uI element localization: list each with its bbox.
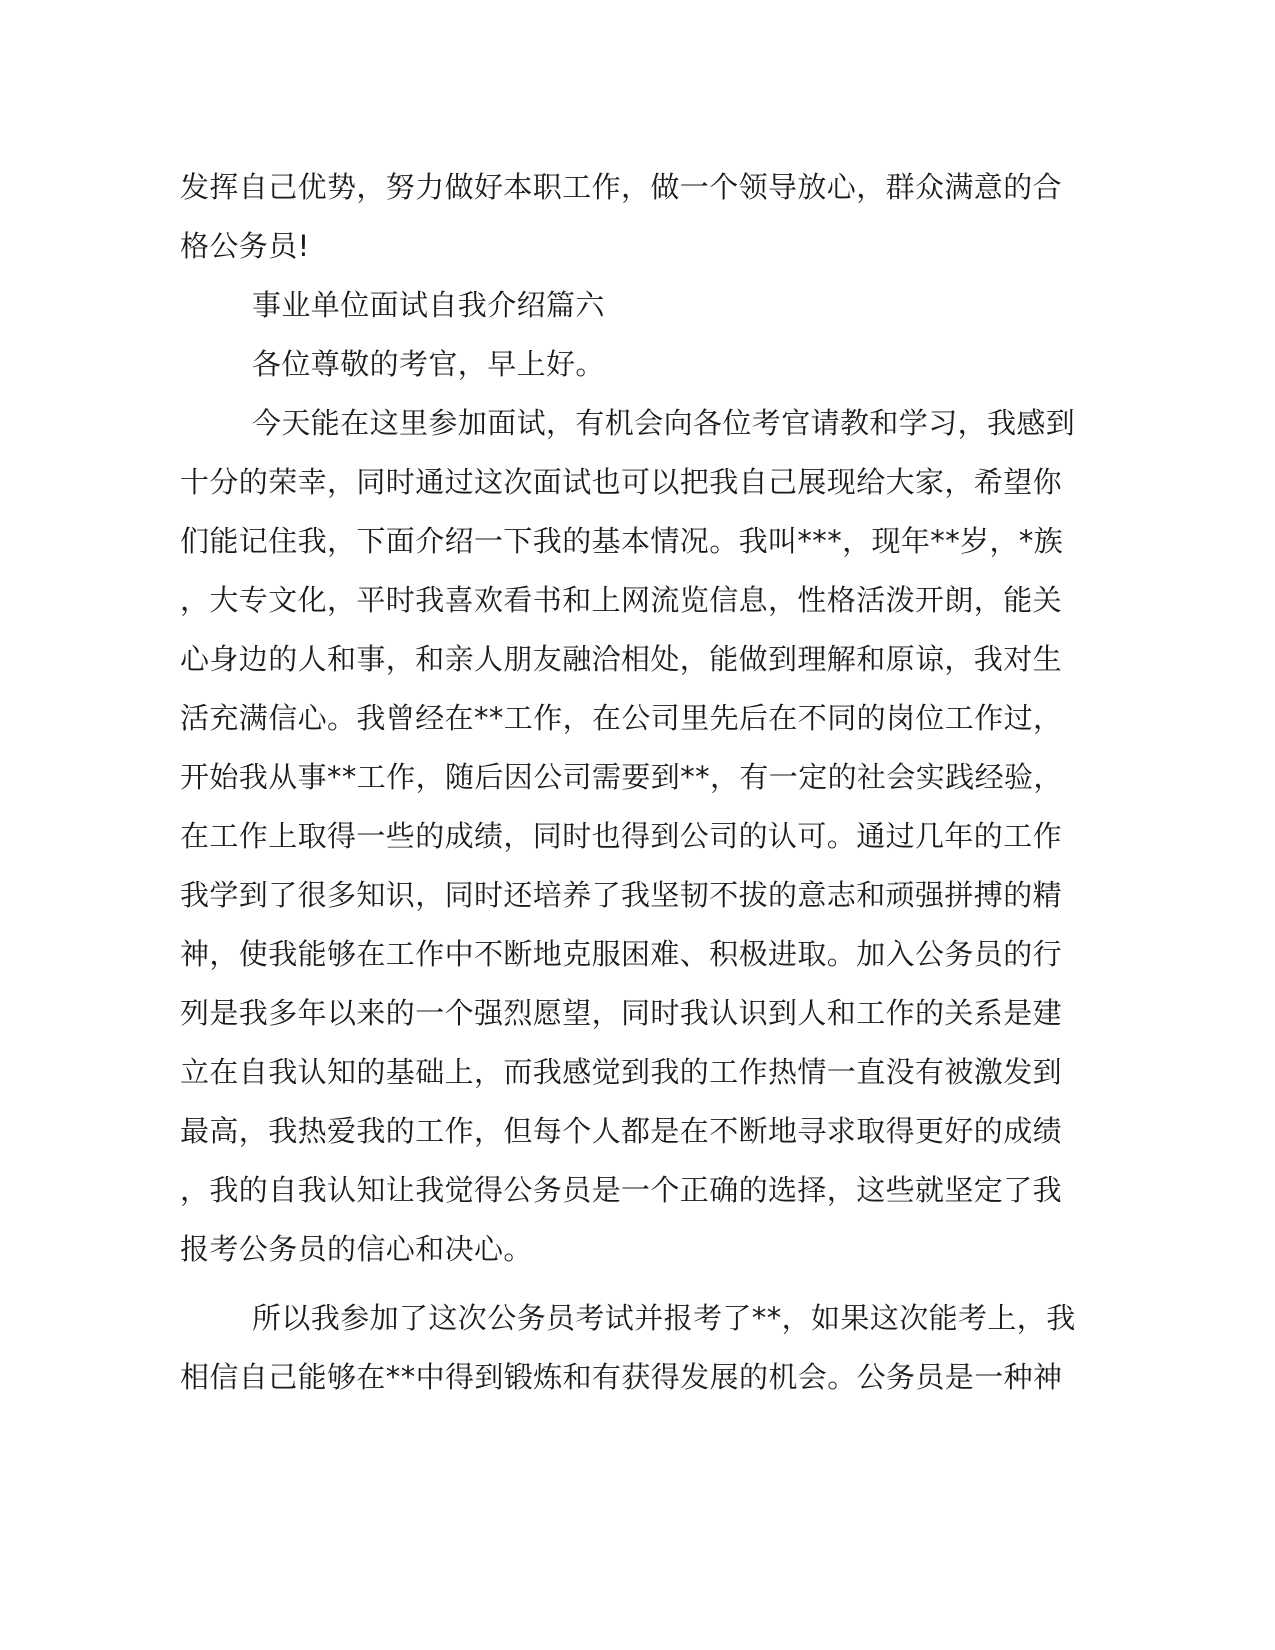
text-line: 活充满信心。我曾经在**工作，在公司里先后在不同的岗位工作过， (180, 701, 1063, 735)
text-line: 发挥自己优势，努力做好本职工作，做一个领导放心，群众满意的合 (180, 170, 1063, 204)
text-line: 格公务员! (180, 229, 310, 263)
text-line: 开始我从事**工作，随后因公司需要到**，有一定的社会实践经验， (180, 760, 1063, 794)
section-heading: 事业单位面试自我介绍篇六 (252, 288, 605, 322)
text-line: 最高，我热爱我的工作，但每个人都是在不断地寻求取得更好的成绩 (180, 1114, 1063, 1148)
paragraph-gap (180, 1279, 1040, 1289)
text-line: 心身边的人和事，和亲人朋友融洽相处，能做到理解和原谅，我对生 (180, 642, 1063, 676)
text-line: 在工作上取得一些的成绩，同时也得到公司的认可。通过几年的工作 (180, 819, 1063, 853)
text-line: 报考公务员的信心和决心。 (180, 1232, 533, 1266)
text-line: 们能记住我，下面介绍一下我的基本情况。我叫***，现年**岁，*族 (180, 524, 1064, 558)
text-line: 神，使我能够在工作中不断地克服困难、积极进取。加入公务员的行 (180, 937, 1063, 971)
document-body (180, 158, 1076, 1407)
text-line: ，我的自我认知让我觉得公务员是一个正确的选择，这些就坚定了我 (180, 1173, 1063, 1207)
text-line: ，大专文化，平时我喜欢看书和上网流览信息，性格活泼开朗，能关 (180, 583, 1063, 617)
text-line: 相信自己能够在**中得到锻炼和有获得发展的机会。公务员是一种神 (180, 1360, 1063, 1394)
text-line: 列是我多年以来的一个强烈愿望，同时我认识到人和工作的关系是建 (180, 996, 1063, 1030)
paragraph-start: 今天能在这里参加面试，有机会向各位考官请教和学习，我感到 (252, 406, 1076, 440)
greeting-line: 各位尊敬的考官，早上好。 (252, 347, 605, 381)
paragraph-start: 所以我参加了这次公务员考试并报考了**，如果这次能考上，我 (252, 1301, 1076, 1335)
text-line: 立在自我认知的基础上，而我感觉到我的工作热情一直没有被激发到 (180, 1055, 1063, 1089)
text-line: 我学到了很多知识，同时还培养了我坚韧不拔的意志和顽强拼搏的精 (180, 878, 1063, 912)
text-line: 十分的荣幸，同时通过这次面试也可以把我自己展现给大家，希望你 (180, 465, 1063, 499)
